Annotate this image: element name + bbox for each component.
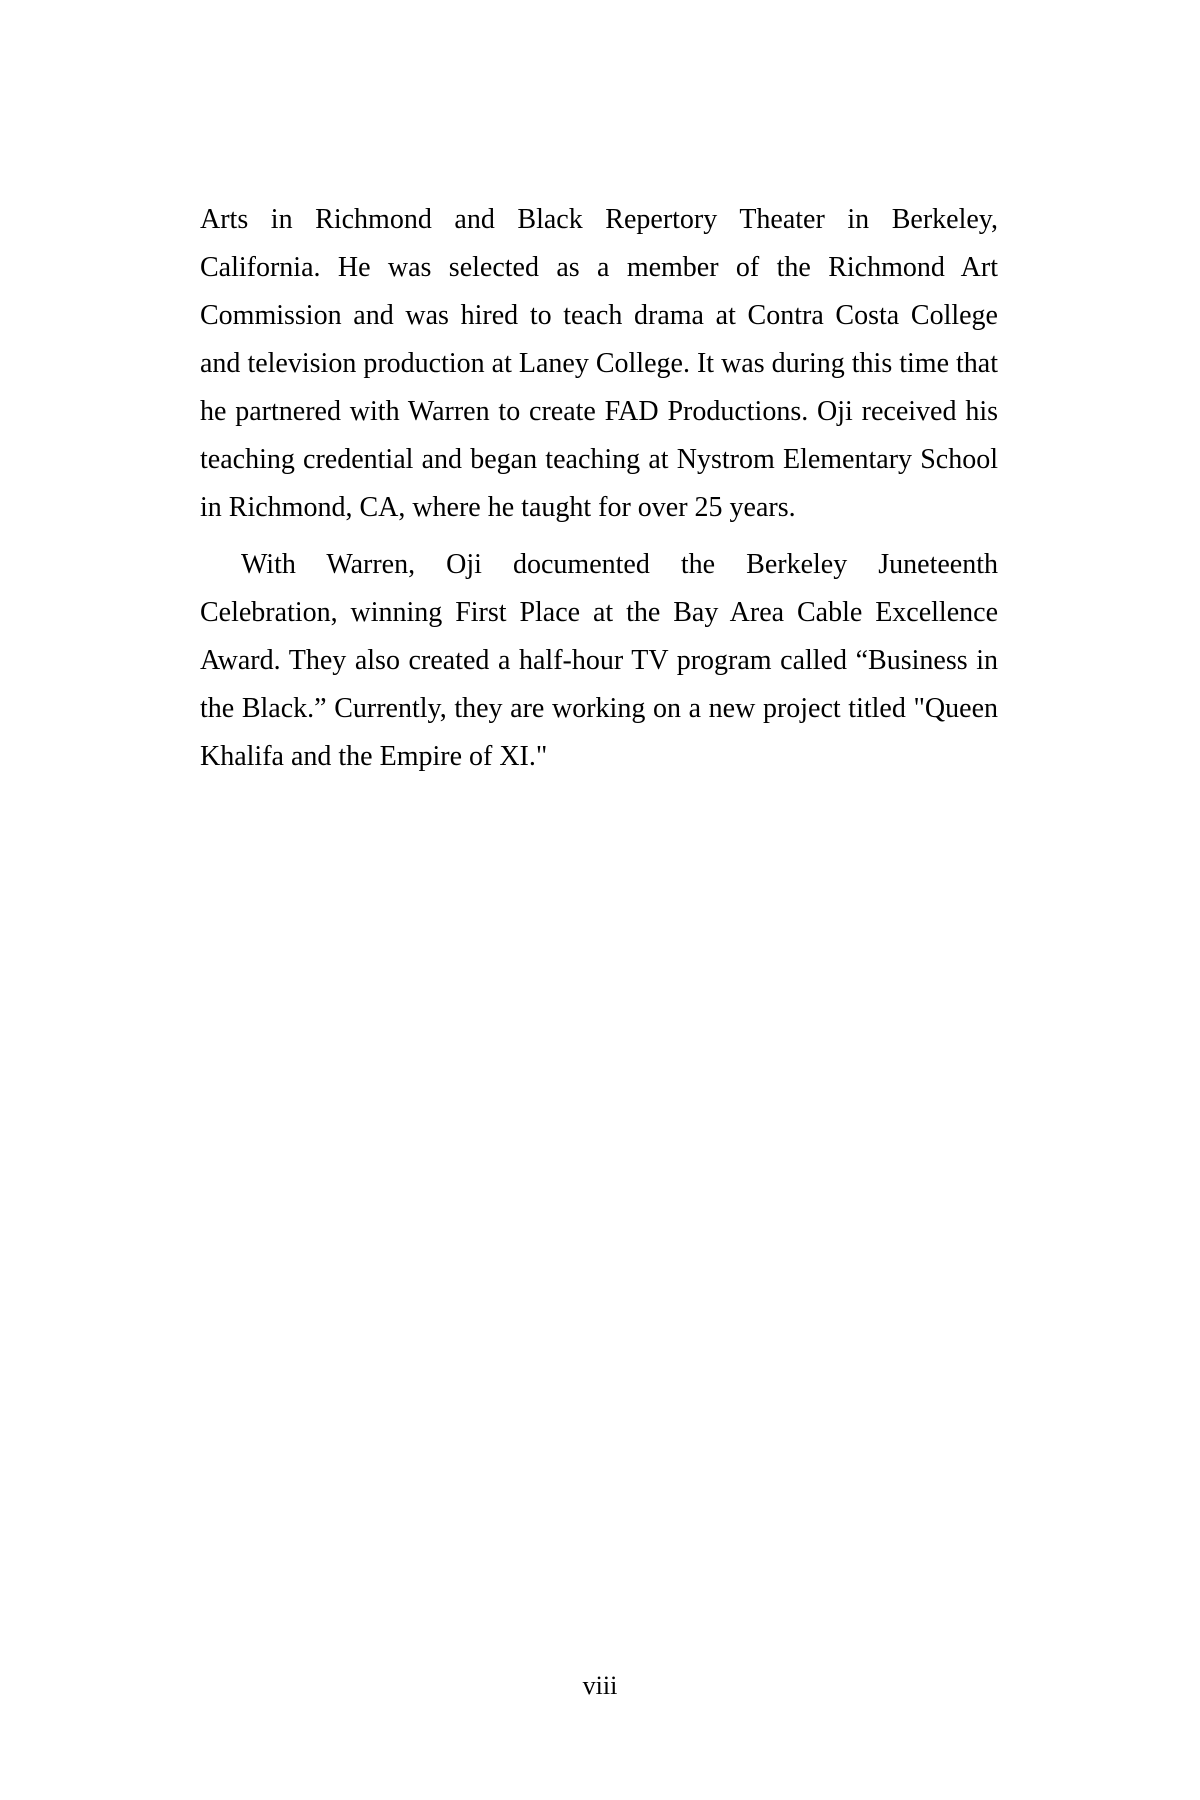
paragraph-with-warren: With Warren, Oji documented the Berkeley Juneteenth Celebration, winning First Place at the Bay Area Cable Excellence Award. They also created a half-hour TV program called “Business in the Black.” Currently, they are working on a new project titled "Queen Khalifa and the Empire of XI." [200, 549, 998, 772]
page-number: viii [582, 1671, 618, 1700]
page-footer [0, 1671, 1200, 1701]
paragraph-bio-continuation: Arts in Richmond and Black Repertory Theater in Berkeley, California. He was selected as a member of the Richmond Art Commission and was hired to teach drama at Contra Costa College and television production at Laney College. It was during this time that he partnered with Warren to create FAD Productions. Oji received his teaching credential and began teaching at Nystrom Elementary School in Richmond, CA, where he taught for over 25 years. [200, 204, 998, 523]
page-body [200, 196, 998, 781]
